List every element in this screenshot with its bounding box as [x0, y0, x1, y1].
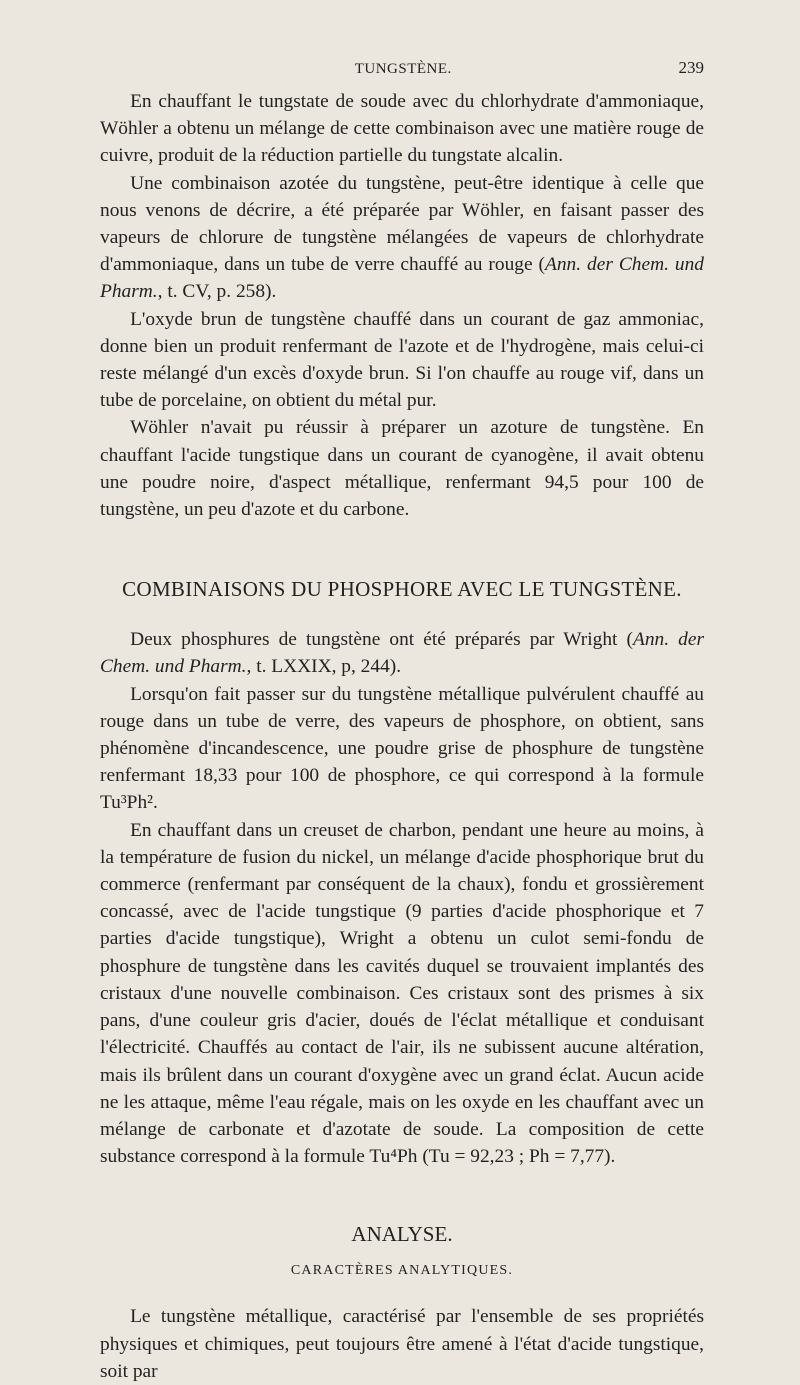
section-heading: ANALYSE. — [351, 1222, 453, 1247]
paragraph: Le tungstène métallique, caractérisé par l'ensemble de ses propriétés physiques et chimiques, peut toujours être amené à l'état d'acide tungstique, soit par — [100, 1306, 704, 1382]
page-body — [100, 88, 704, 1385]
running-head — [100, 58, 704, 84]
running-head-title: TUNGSTÈNE. — [354, 61, 452, 77]
paragraph: L'oxyde brun de tungstène chauffé dans un courant de gaz ammoniac, donne bien un produit renfermant de l'azote et de l'hydrogène, mais celui-ci reste mélangé d'un excès d'oxyde brun. Si l'on chauffe au rouge vif, dans un tube de porcelaine, on obtient du métal pur. — [100, 308, 704, 412]
citation-italic: Ann. der Chem. und Pharm. — [100, 629, 704, 678]
paragraph: En chauffant le tungstate de soude avec du chlorhydrate d'ammoniaque, Wöhler a obtenu un mélange de cette combinaison avec une matière rouge de cuivre, produit de la réduction partielle du tungstate alcalin. — [100, 91, 704, 167]
paragraph — [100, 626, 704, 680]
paragraph: Lorsqu'on fait passer sur du tungstène métallique pulvérulent chauffé au rouge dans un tube de verre, des vapeurs de phosphore, on obtient, sans phénomène d'incandescence, une poudre grise de phosphure de tungstène renfermant 18,33 pour 100 de phosphore, ce qui correspond à la formule Tu³Ph². — [100, 683, 704, 814]
paragraph-text: , t. CV, p. 258). — [157, 281, 277, 303]
paragraph-text: Une combinaison azotée du tungstène, peut-être identique à celle que nous venons de décrire, a été préparée par Wöhler, en faisant passer des vapeurs de chlorure de tungstène mélangées de vapeurs de chlorhydrate d'ammoniaque, dans un tube de verre chauffé au rouge ( — [100, 172, 704, 276]
page-number: 239 — [678, 58, 704, 77]
paragraph-text: Deux phosphures de tungstène ont été préparés par Wright ( — [130, 629, 633, 651]
subsection-heading: CARACTÈRES ANALYTIQUES. — [290, 1263, 514, 1279]
paragraph: En chauffant dans un creuset de charbon, pendant une heure au moins, à la température de fusion du nickel, un mélange d'acide phosphorique brut du commerce (renfermant par conséquent de la chaux), fondu et grossièrement concassé, avec de l'acide tungstique (9 parties d'acide phosphorique et 7 parties d'acide tungstique), Wright a obtenu un culot semi-fondu de phosphure de tungstène dans les cavités duquel se trouvaient implantés des cristaux d'une nouvelle combinaison. Ces cristaux sont des prismes à six pans, d'une couleur gris d'acier, doués de l'éclat métallique et conduisant l'électricité. Chauffés au contact de l'air, ils ne subissent aucune altération, mais ils brûlent dans un courant d'oxygène avec un grand éclat. Aucun acide ne les attaque, même l'eau régale, mais on les oxyde en les chauffant avec un mélange de carbonate et d'azotate de soude. La composition de cette substance correspond à la formule Tu⁴Ph (Tu = 92,23 ; Ph = 7,77). — [100, 819, 704, 1168]
section-heading: COMBINAISONS DU PHOSPHORE AVEC LE TUNGSTÈNE. — [122, 577, 682, 602]
citation-italic: Ann. der Chem. und Pharm. — [100, 254, 704, 303]
paragraph — [100, 170, 704, 306]
paragraph: Wöhler n'avait pu réussir à préparer un azoture de tungstène. En chauffant l'acide tungstique dans un courant de cyanogène, il avait obtenu une poudre noire, d'aspect métallique, renfermant 94,5 pour 100 de tungstène, un peu d'azote et du carbone. — [100, 417, 704, 521]
paragraph-text: , t. LXXIX, p, 244). — [246, 656, 402, 678]
